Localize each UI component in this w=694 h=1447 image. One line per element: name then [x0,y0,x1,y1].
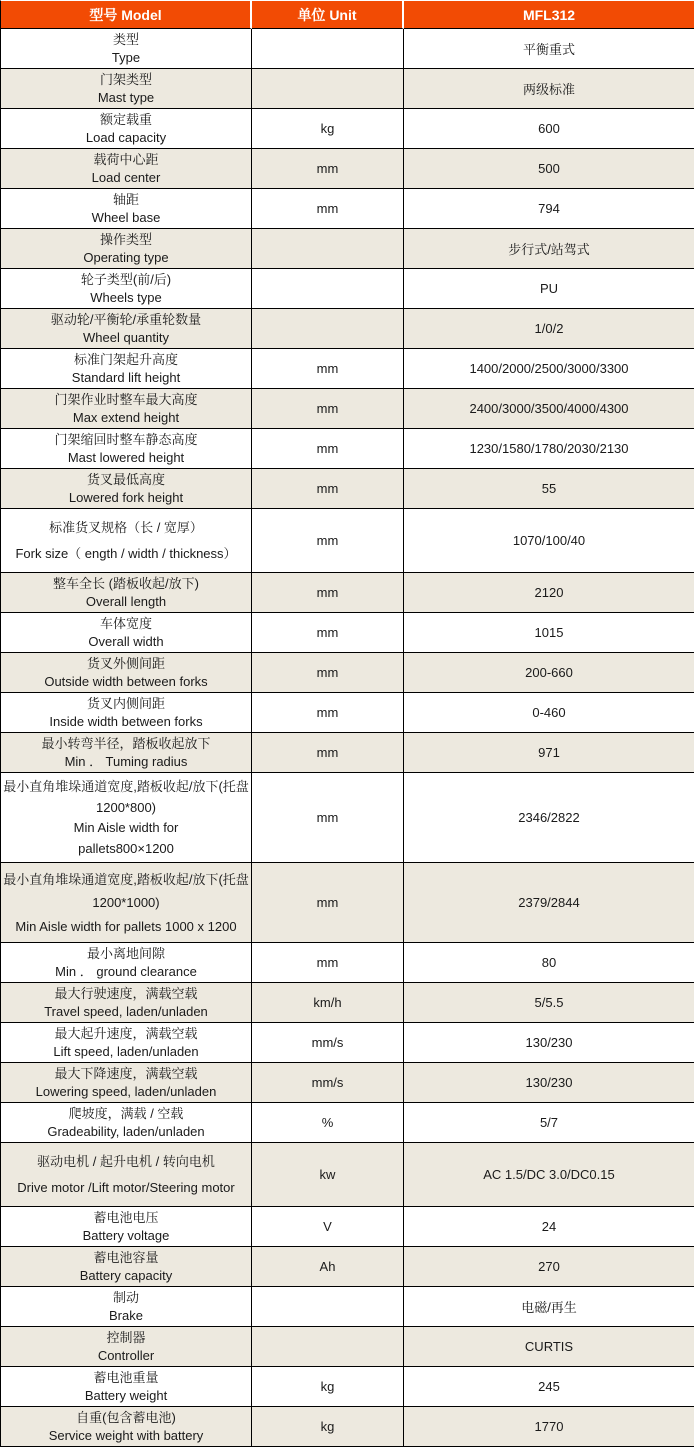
spec-label-cell [1,349,252,389]
spec-label-line: 标准货叉规格（长 / 宽厚） [49,520,203,535]
spec-value-cell: 130/230 [404,1063,694,1103]
spec-unit-cell: mm [252,509,404,573]
spec-value-cell: 1400/2000/2500/3000/3300 [404,349,694,389]
spec-label-line: 标准门架起升高度 [73,352,178,367]
table-row [1,573,694,613]
spec-value-cell: PU [404,269,694,309]
table-row [1,1063,694,1103]
spec-label-line: Wheel quantity [83,330,169,345]
table-row [1,1143,694,1207]
spec-label-lines [1,1247,251,1286]
spec-label-cell [1,1143,252,1207]
spec-label-line: 蓄电池容量 [93,1250,159,1265]
spec-label-line: 驱动电机 / 起升电机 / 转向电机 [37,1154,215,1169]
spec-value-cell: 电磁/再生 [404,1287,694,1327]
spec-unit-cell: mm [252,349,404,389]
spec-unit-cell: mm/s [252,1023,404,1063]
spec-label-lines [1,733,251,772]
spec-unit-cell: mm [252,389,404,429]
spec-unit-cell [252,1287,404,1327]
spec-label-cell [1,1063,252,1103]
spec-label-line: 轴距 [112,192,139,207]
table-row [1,69,694,109]
spec-label-lines [1,693,251,732]
spec-value-cell: 600 [404,109,694,149]
spec-label-cell [1,573,252,613]
table-row [1,229,694,269]
spec-label-line: Wheels type [90,290,162,305]
spec-unit-cell: mm [252,863,404,943]
spec-unit-cell [252,269,404,309]
spec-label-line: 最小直角堆垛通道宽度,踏板收起/放下(托盘 [3,778,249,794]
spec-value-cell: 1015 [404,613,694,653]
spec-label-line: Lift speed, laden/unladen [53,1044,199,1059]
spec-label-cell [1,1103,252,1143]
table-row [1,863,694,943]
spec-unit-cell: V [252,1207,404,1247]
table-row [1,29,694,69]
spec-label-line: Load capacity [85,130,167,145]
spec-value-cell: 2120 [404,573,694,613]
table-row [1,269,694,309]
table-row [1,1103,694,1143]
spec-label-cell [1,983,252,1023]
spec-label-line: Standard lift height [71,370,181,385]
spec-label-line: 门架作业时整车最大高度 [54,392,198,407]
spec-label-line: pallets800×1200 [78,841,174,857]
table-row [1,469,694,509]
table-row [1,693,694,733]
spec-label-line: 最大起升速度，满载空载 [54,1026,198,1041]
spec-label-line: Mast lowered height [67,450,185,465]
spec-label-cell [1,773,252,863]
spec-label-line: Type [111,50,141,65]
spec-label-line: Mast type [97,90,155,105]
spec-label-line: Min Aisle width for pallets 1000 x 1200 [15,918,237,934]
header-cell-mfl312: MFL312 [404,1,694,29]
spec-label-line: Battery capacity [79,1268,173,1283]
spec-value-cell: 1230/1580/1780/2030/2130 [404,429,694,469]
spec-unit-cell: mm [252,653,404,693]
spec-label-lines [1,1327,251,1366]
spec-label-line: 额定载重 [99,112,152,127]
spec-unit-cell: kg [252,1407,404,1447]
spec-unit-cell: mm/s [252,1063,404,1103]
spec-label-cell [1,1287,252,1327]
table-header-row [1,1,694,29]
spec-label-line: 类型 [112,32,139,47]
spec-label-lines [1,573,251,612]
spec-value-cell: 0-460 [404,693,694,733]
spec-label-lines [1,1407,251,1446]
spec-unit-cell: mm [252,693,404,733]
spec-label-line: Inside width between forks [49,714,203,729]
spec-label-cell [1,29,252,69]
table-row [1,389,694,429]
spec-value-cell: CURTIS [404,1327,694,1367]
spec-label-line: 1200*1000) [92,895,160,910]
spec-label-lines [1,653,251,692]
table-row [1,109,694,149]
spec-label-line: 货叉外侧间距 [86,656,165,671]
spec-unit-cell: mm [252,613,404,653]
spec-label-lines [1,189,251,228]
spec-label-line: 最小直角堆垛通道宽度,踏板收起/放下(托盘 [3,871,249,887]
spec-label-line: 货叉内侧间距 [86,696,165,711]
spec-value-cell: 1070/100/40 [404,509,694,573]
spec-label-cell [1,693,252,733]
spec-label-line: 轮子类型(前/后) [80,272,172,287]
spec-unit-cell: kg [252,109,404,149]
spec-value-cell: 130/230 [404,1023,694,1063]
spec-value-cell: 245 [404,1367,694,1407]
spec-value-cell: 1/0/2 [404,309,694,349]
spec-label-cell [1,69,252,109]
spec-label-lines [1,983,251,1022]
spec-value-cell: 5/5.5 [404,983,694,1023]
spec-label-cell [1,613,252,653]
spec-label-cell [1,229,252,269]
header-cell-unit: 单位 Unit [252,1,404,29]
spec-unit-cell: mm [252,189,404,229]
spec-label-lines [1,613,251,652]
spec-label-lines [1,429,251,468]
spec-value-cell: 55 [404,469,694,509]
spec-value-cell: 1770 [404,1407,694,1447]
spec-label-cell [1,1023,252,1063]
spec-label-line: 操作类型 [99,232,152,247]
spec-label-lines [1,1207,251,1246]
spec-label-cell [1,1207,252,1247]
spec-label-line: 最大行驶速度，满载空载 [54,986,198,1001]
spec-label-line: 最大下降速度，满载空载 [54,1066,198,1081]
spec-label-line: Brake [109,1308,143,1323]
table-row [1,1023,694,1063]
spec-label-lines [1,1023,251,1062]
spec-label-line: 车体宽度 [99,616,152,631]
spec-value-cell: 2379/2844 [404,863,694,943]
spec-label-lines [1,29,251,68]
spec-label-line: 整车全长 (踏板收起/放下) [53,576,199,591]
spec-value-cell: 24 [404,1207,694,1247]
spec-label-line: 驱动轮/平衡轮/承重轮数量 [50,312,202,327]
spec-label-lines [1,69,251,108]
spec-label-lines [1,109,251,148]
spec-label-cell [1,189,252,229]
spec-unit-cell [252,1327,404,1367]
spec-label-line: Min Aisle width for [73,820,179,836]
spec-label-line: 门架缩回时整车静态高度 [54,432,198,447]
spec-label-lines [1,389,251,428]
spec-label-line: Fork size（ ength / width / thickness） [15,546,237,561]
spec-value-cell: 平衡重式 [404,29,694,69]
table-row [1,1407,694,1447]
spec-value-cell: AC 1.5/DC 3.0/DC0.15 [404,1143,694,1207]
spec-label-cell [1,1327,252,1367]
spec-label-line: Wheel base [91,210,161,225]
spec-value-cell: 两级标准 [404,69,694,109]
table-row [1,983,694,1023]
spec-label-line: 载荷中心距 [93,152,159,167]
spec-label-cell [1,469,252,509]
spec-label-line: 最小转弯半径，踏板收起放下 [41,736,211,751]
spec-table-body [1,29,694,1447]
spec-value-cell: 5/7 [404,1103,694,1143]
spec-label-line: Service weight with battery [48,1428,204,1443]
spec-label-lines [1,509,251,572]
spec-label-lines [1,1287,251,1326]
spec-label-line: Min ． ground clearance [55,964,197,979]
table-row [1,653,694,693]
table-row [1,1247,694,1287]
table-row [1,773,694,863]
spec-label-cell [1,269,252,309]
spec-unit-cell: mm [252,429,404,469]
spec-label-line: Overall length [85,594,167,609]
spec-label-line: 自重(包含蓄电池) [76,1410,176,1425]
spec-unit-cell [252,29,404,69]
spec-label-line: 蓄电池电压 [93,1210,159,1225]
spec-label-cell [1,149,252,189]
spec-label-cell [1,863,252,943]
spec-value-cell: 971 [404,733,694,773]
spec-value-cell: 200-660 [404,653,694,693]
spec-label-line: Max extend height [72,410,180,425]
spec-value-cell: 500 [404,149,694,189]
spec-label-line: Gradeability, laden/unladen [47,1124,205,1139]
spec-label-line: 控制器 [106,1330,146,1345]
spec-value-cell: 270 [404,1247,694,1287]
spec-label-lines [1,469,251,508]
spec-label-lines [1,149,251,188]
spec-label-line: Drive motor /Lift motor/Steering motor [17,1180,235,1195]
table-row [1,429,694,469]
spec-label-line: Travel speed, laden/unladen [44,1004,208,1019]
spec-label-line: Outside width between forks [44,674,208,689]
table-row [1,309,694,349]
spec-label-line: Overall width [88,634,164,649]
spec-unit-cell: Ah [252,1247,404,1287]
spec-unit-cell: kw [252,1143,404,1207]
table-row [1,189,694,229]
spec-label-line: Lowered fork height [68,490,184,505]
spec-label-line: Operating type [83,250,169,265]
spec-label-line: 制动 [112,1290,139,1305]
spec-unit-cell: kg [252,1367,404,1407]
spec-label-cell [1,389,252,429]
spec-unit-cell: mm [252,773,404,863]
spec-label-line: 蓄电池重量 [93,1370,159,1385]
spec-label-lines [1,863,251,942]
spec-label-line: Min ． Tuming radius [64,754,188,769]
spec-label-cell [1,943,252,983]
spec-label-line: 最小离地间隙 [86,946,165,961]
spec-label-line: 1200*800) [96,799,156,815]
table-row [1,1367,694,1407]
spec-label-line: Battery weight [84,1388,168,1403]
spec-value-cell: 2346/2822 [404,773,694,863]
spec-unit-cell: mm [252,573,404,613]
spec-label-lines [1,309,251,348]
table-row [1,1327,694,1367]
spec-label-cell [1,1367,252,1407]
spec-label-cell [1,1407,252,1447]
spec-unit-cell: km/h [252,983,404,1023]
table-row [1,1207,694,1247]
spec-label-line: Lowering speed, laden/unladen [35,1084,217,1099]
spec-label-lines [1,1063,251,1102]
spec-unit-cell [252,69,404,109]
spec-label-line: 货叉最低高度 [86,472,165,487]
header-cell-model: 型号 Model [1,1,252,29]
table-row [1,943,694,983]
table-row [1,733,694,773]
spec-label-lines [1,1143,251,1206]
spec-value-cell: 步行式/站驾式 [404,229,694,269]
spec-unit-cell [252,229,404,269]
spec-label-cell [1,733,252,773]
spec-label-line: Load center [91,170,161,185]
spec-unit-cell: mm [252,469,404,509]
table-row [1,1287,694,1327]
spec-label-lines [1,1367,251,1406]
spec-label-lines [1,943,251,982]
table-row [1,613,694,653]
spec-label-cell [1,1247,252,1287]
spec-unit-cell: % [252,1103,404,1143]
spec-value-cell: 794 [404,189,694,229]
table-row [1,149,694,189]
spec-label-lines [1,1103,251,1142]
spec-label-line: Controller [97,1348,155,1363]
spec-unit-cell [252,309,404,349]
spec-label-cell [1,109,252,149]
spec-label-line: 门架类型 [99,72,152,87]
spec-label-cell [1,509,252,573]
spec-label-line: Battery voltage [82,1228,170,1243]
spec-label-lines [1,349,251,388]
spec-label-lines [1,773,251,862]
spec-label-cell [1,429,252,469]
spec-unit-cell: mm [252,149,404,189]
spec-value-cell: 80 [404,943,694,983]
spec-value-cell: 2400/3000/3500/4000/4300 [404,389,694,429]
spec-unit-cell: mm [252,733,404,773]
spec-label-line: 爬坡度，满载 / 空载 [68,1106,184,1121]
spec-label-lines [1,229,251,268]
spec-label-lines [1,269,251,308]
spec-label-cell [1,653,252,693]
table-row [1,349,694,389]
spec-label-cell [1,309,252,349]
table-row [1,509,694,573]
spec-unit-cell: mm [252,943,404,983]
